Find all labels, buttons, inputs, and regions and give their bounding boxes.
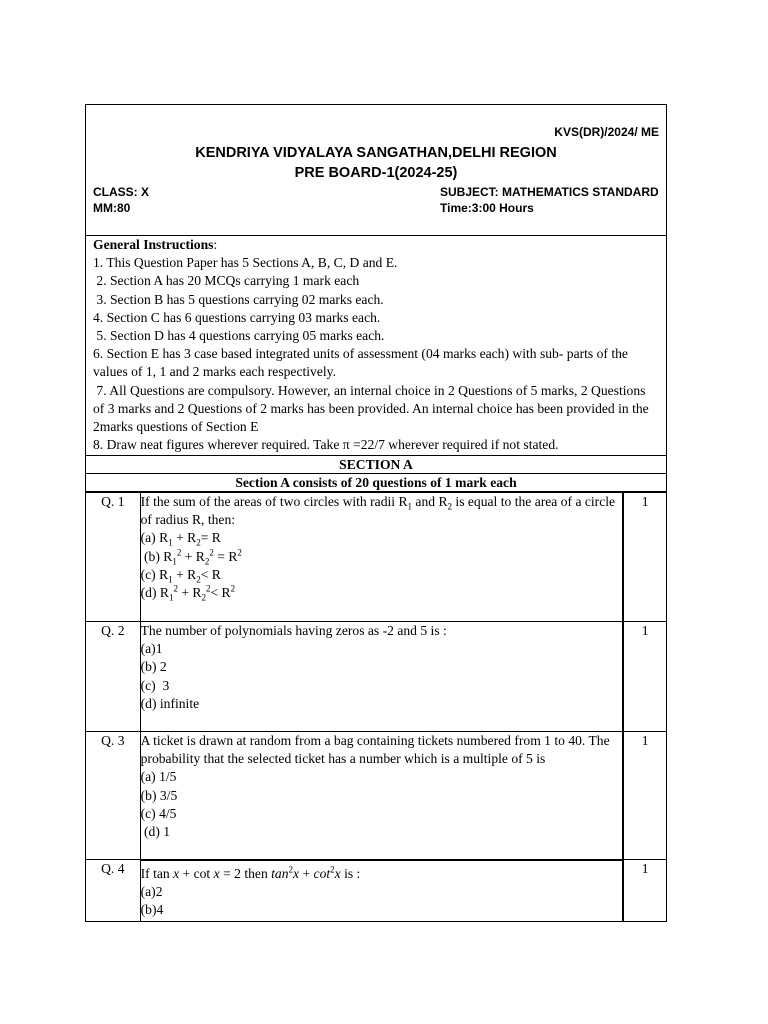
option-b: (b) $R_1^2 + R_2^2 = R^2$ [140,547,242,567]
question-marks: 1 [623,622,666,732]
option-a: (a) $R_1 + R_2= R$ [140,530,221,549]
question-body [140,860,623,922]
question-marks: 1 [623,732,666,860]
section-subtitle: Section A consists of 20 questions of 1 mark each [85,474,667,492]
instruction-line: 5. Section D has 4 questions carrying 05 marks each. [93,328,385,344]
table-row [86,860,667,922]
paper-header [85,104,667,236]
option-d: (d) $R_1^2 + R_2^2< R^2$ [140,583,236,603]
question-number: Q. 1 [86,493,141,622]
max-marks-label: MM:80 [93,201,131,215]
option-c: (c) 4/5 [140,805,177,821]
instruction-line: 4. Section C has 6 questions carrying 03 marks each. [93,309,381,325]
instructions-title: General Instructions [93,237,214,252]
organization-name: KENDRIYA VIDYALAYA SANGATHAN,DELHI REGION [195,145,557,161]
question-marks: 1 [623,493,666,622]
question-number: Q. 4 [86,860,141,922]
question-number: Q. 3 [86,732,141,860]
exam-title: PRE BOARD-1(2024-25) [294,165,458,181]
question-marks: 1 [623,860,666,922]
question-body [140,732,623,860]
class-label: CLASS: X [93,185,150,199]
instruction-line: 6. Section E has 3 case based integrated units of assessment (04 marks each) with sub- parts of the values of 1, 1 and 2 marks each respectively. [93,346,628,380]
option-c: (c) $R_1 + R_2< R$ [140,566,221,585]
table-row [86,622,667,732]
instruction-line: 3. Section B has 5 questions carrying 02 marks each. [93,291,384,307]
question-number: Q. 2 [86,622,141,732]
option-b: (b)4 [140,901,164,917]
question-body [140,493,623,622]
option-b: (b) 2 [140,659,167,675]
subject-label: SUBJECT: MATHEMATICS STANDARD [440,185,659,199]
option-b: (b) 3/5 [140,787,178,803]
instruction-line: 8. Draw neat figures wherever required. Take π =22/7 wherever required if not stated. [93,437,559,453]
table-row [86,493,667,622]
option-a: (a)2 [140,883,163,899]
paper-code: KVS(DR)/2024/ ME [554,125,659,139]
option-c: (c) 3 [140,677,170,693]
question-stem: If tan x + cot x = 2 then $\tan^2x + \cot^2x$ is : [140,863,361,881]
option-d: (d) infinite [140,695,200,711]
instruction-line: 1. This Question Paper has 5 Sections A, B, C, D and E. [93,255,398,271]
section-title: SECTION A [85,456,667,474]
question-stem: If the sum of the areas of two circles with radii $R_1$ and $R_2$ is equal to the area of a circle of radius R, then: [140,494,616,528]
general-instructions: General Instructions: 1. This Question Paper has 5 Sections A, B, C, D and E. 2. Section A has 20 MCQs carrying 1 mark each 3. Section B has 5 questions carrying 02 marks each. 4. Section C has 6 questions carrying 03 marks each. 5. Section D has 4 questions carrying 05 marks each. 6. Section E has 3 case based integrated units of assessment (04 marks each) with sub- parts of the values of 1, 1 and 2 marks each respectively. 7. All Questions are compulsory. However, an internal choice in 2 Questions of 5 marks, 2 Questions of 3 marks and 2 Questions of 2 marks has been provided. An internal choice has been provided in the 2marks questions of Section E 8. Draw neat figures wherever required. Take π =22/7 wherever required if not stated. [85,236,667,456]
time-label: Time:3:00 Hours [440,201,534,215]
table-row [86,732,667,860]
question-body [140,622,623,732]
instruction-line: 7. All Questions are compulsory. However, an internal choice in 2 Questions of 5 marks, 2 Questions of 3 marks and 2 Questions of 2 marks has been provided. An internal choice has been provided in the 2marks questions of Section E [93,382,653,435]
question-paper [85,104,667,922]
question-stem: A ticket is drawn at random from a bag containing tickets numbered from 1 to 40. The probability that the selected ticket has a number which is a multiple of 5 is [140,733,610,767]
option-a: (a) 1/5 [140,769,177,785]
option-a: (a)1 [140,641,163,657]
instruction-line: 2. Section A has 20 MCQs carrying 1 mark each [93,273,360,289]
questions-table [85,492,667,922]
option-d: (d) 1 [140,824,171,840]
question-stem: The number of polynomials having zeros as -2 and 5 is : [140,623,447,638]
